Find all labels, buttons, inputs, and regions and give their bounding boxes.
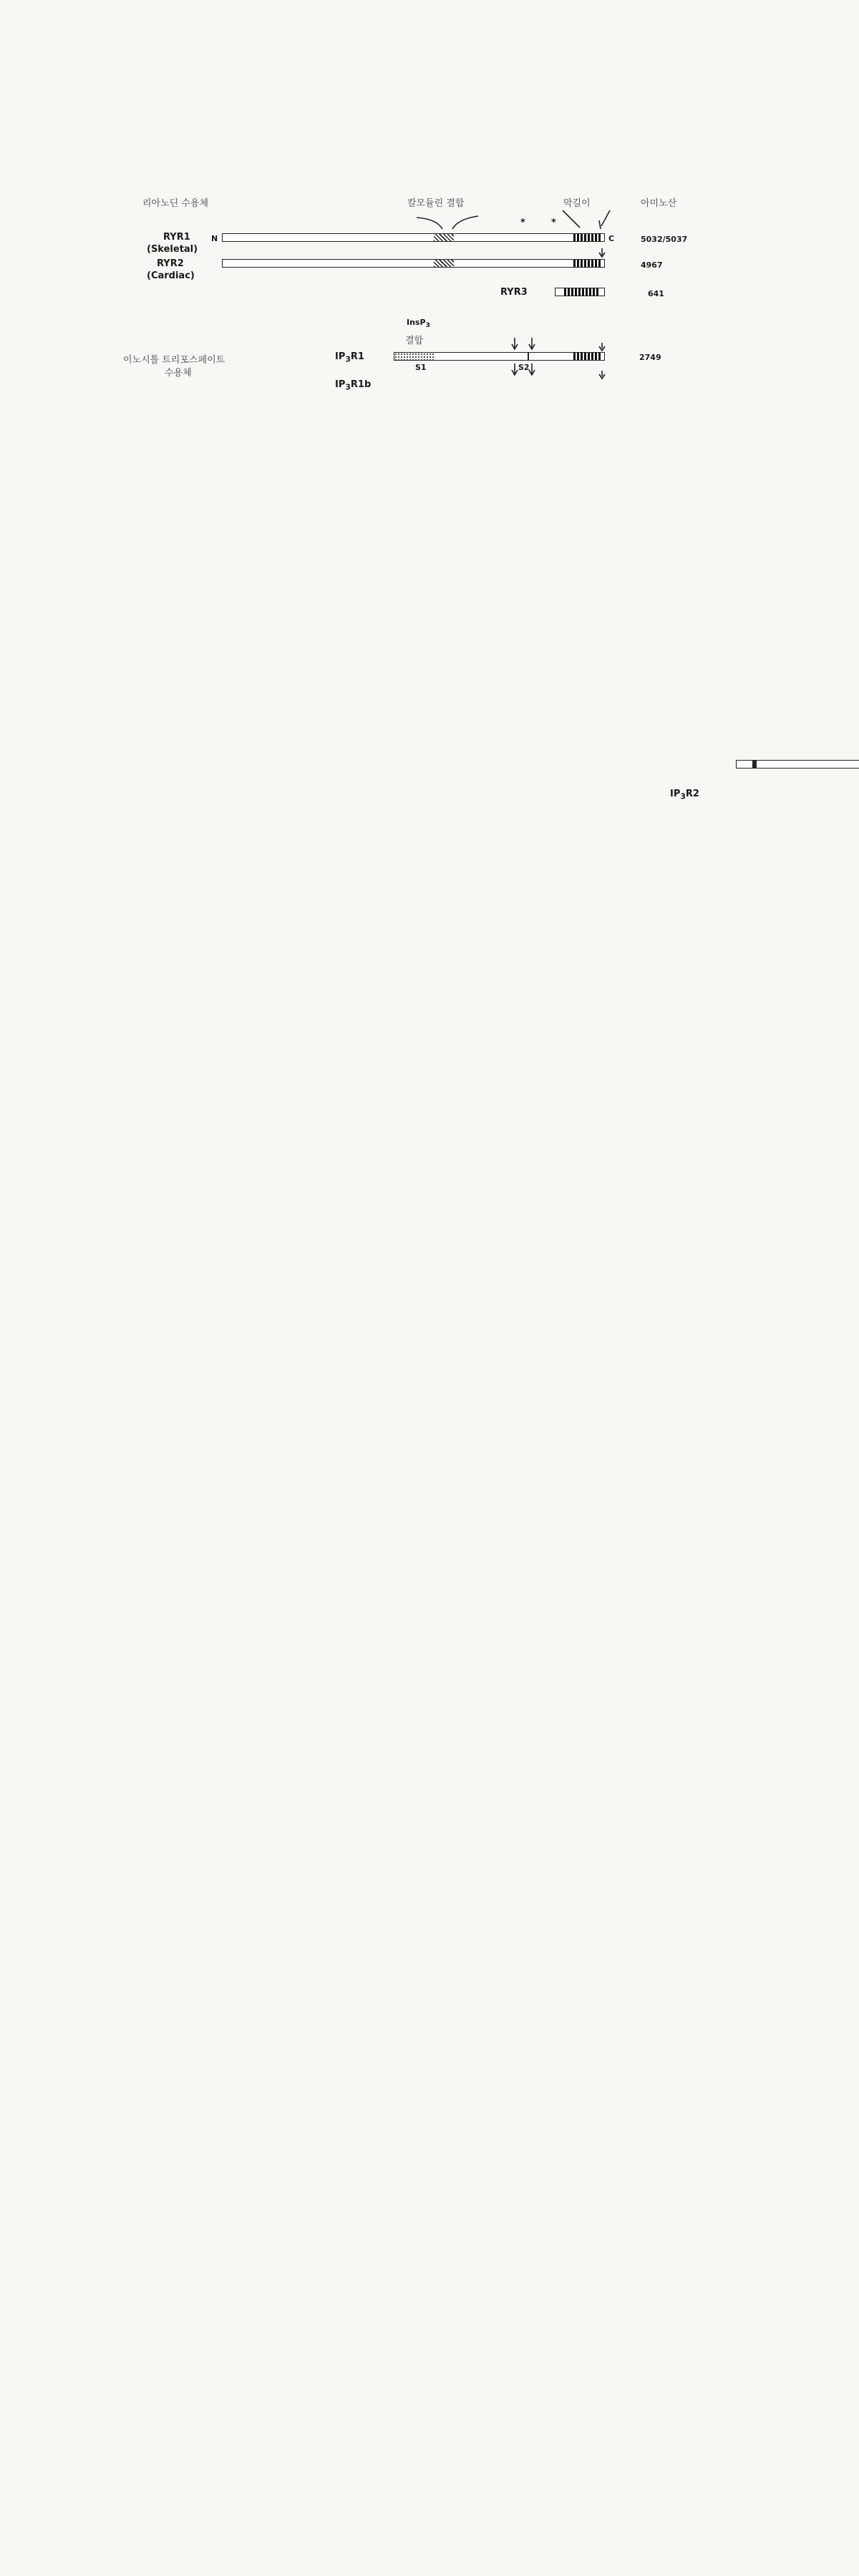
ip3r1b-arrow <box>598 369 606 381</box>
calmodulin-binding-label: 칼모듈린 결합 <box>407 198 465 209</box>
ryr1-n-terminal: N <box>211 234 218 243</box>
ryr3-aa: 641 <box>648 289 664 298</box>
ryr3-transmembrane <box>564 288 598 296</box>
ip3r1-s2-mark <box>528 353 529 360</box>
ryr2-calmodulin-site <box>434 260 454 267</box>
ryr2-bar <box>222 259 605 268</box>
insp3-label: InsP$_3$ <box>407 318 430 330</box>
ip3r1-binding-domain <box>394 353 434 360</box>
ip3r1-transmembrane <box>573 353 601 360</box>
ryr2-tissue: (Cardiac) <box>147 270 195 281</box>
ryr1-aa: 5032/5037 <box>641 235 688 244</box>
ryr1-c-terminal: C <box>608 234 615 243</box>
s2-label: S2 <box>518 363 530 372</box>
ryr3-bar <box>555 288 605 296</box>
amino-acid-header: 아미노산 <box>641 198 677 209</box>
ryr2-name: RYR2 <box>157 258 184 269</box>
ip3r1-aa: 2749 <box>639 353 661 362</box>
ryr3-name: RYR3 <box>500 287 528 298</box>
asterisk-1: * <box>520 218 525 228</box>
ryr1-tissue: (Skeletal) <box>147 244 198 255</box>
s1-label: S1 <box>415 363 427 372</box>
ip3r2-name: $IP_3R2$ <box>670 789 699 801</box>
asterisk-2: * <box>551 218 556 228</box>
ryr1-calmodulin-site <box>434 234 454 241</box>
ip3r1b-bar <box>736 760 859 769</box>
ip3r1-name: $IP_3R1$ <box>335 351 364 364</box>
ip3r1-bar <box>394 352 605 361</box>
ip3r-title-line1: 이노시톨 트리포스페이트 <box>123 355 225 366</box>
ip3r1-arrow <box>598 341 606 353</box>
s2-arrows <box>510 361 538 378</box>
ryr1-name: RYR1 <box>163 232 190 243</box>
ryr2-aa: 4967 <box>641 260 663 270</box>
ryr2-arrow <box>598 247 606 260</box>
ryr1-transmembrane <box>573 234 602 241</box>
ip3r1b-mark <box>752 761 757 768</box>
ryr-annotation-lines <box>401 208 616 233</box>
blocking-label: 막길이 <box>563 198 591 209</box>
ip3r-title-line2: 수용체 <box>165 368 192 379</box>
ip3r1-top-arrows <box>510 336 538 352</box>
insp3-binding-label: 결합 <box>405 336 424 346</box>
ryr1-bar <box>222 233 605 242</box>
ip3r1b-name: $IP_3R1b$ $IP_3R2$ <box>335 379 371 392</box>
ryr2-transmembrane <box>573 260 602 267</box>
ryr-title: 리아노딘 수용체 <box>142 198 209 209</box>
